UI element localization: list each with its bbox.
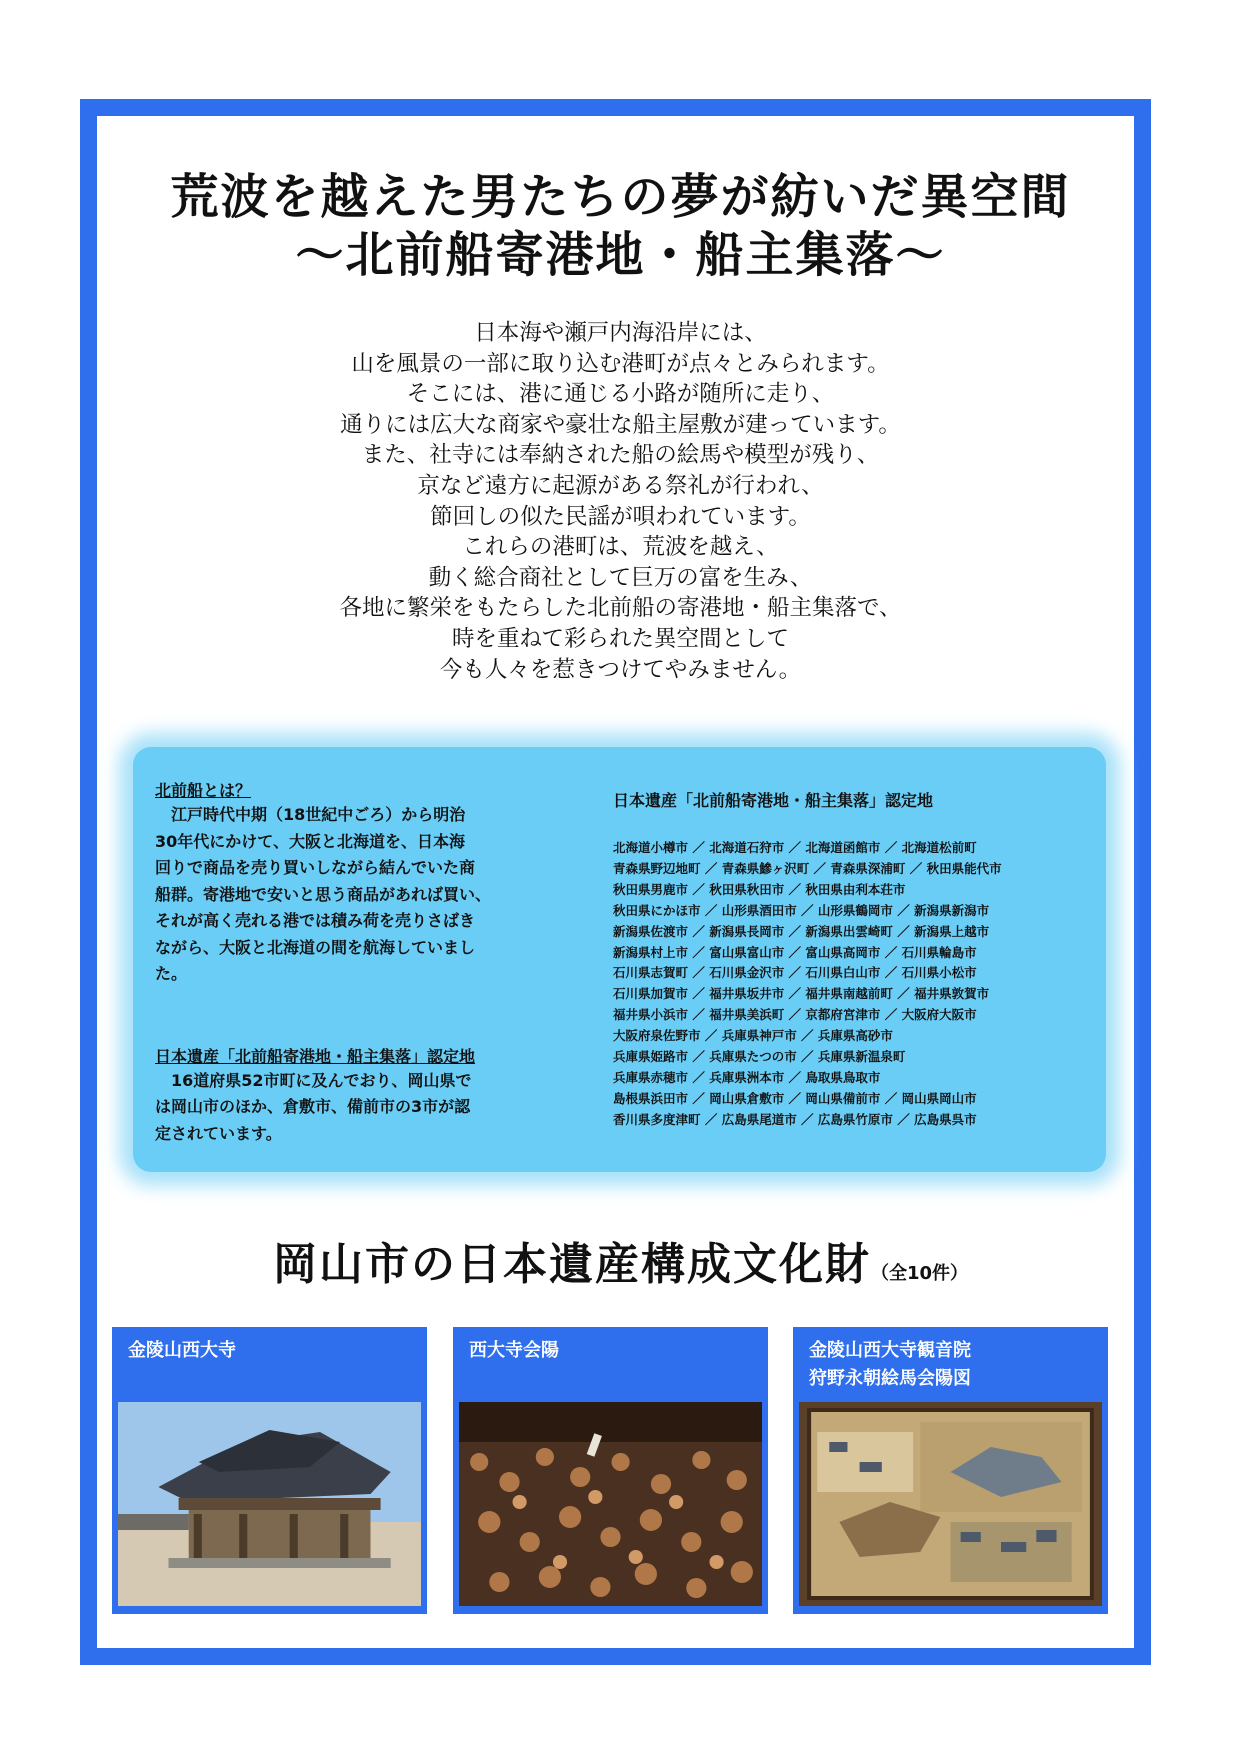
certified-list-row: 青森県野辺地町 ／ 青森県鰺ヶ沢町 ／ 青森県深浦町 ／ 秋田県能代市 <box>613 860 1002 876</box>
certified-list-row: 石川県加賀市 ／ 福井県坂井市 ／ 福井県南越前町 ／ 福井県敦賀市 <box>613 986 990 1002</box>
certified-line: 16道府県52市町に及んでおり、岡山県で <box>155 1070 472 1090</box>
intro-text <box>0 318 1241 685</box>
section-count: （全10件） <box>870 1263 969 1284</box>
intro-line: 動く総合商社として巨万の富を生み、 <box>428 564 813 591</box>
kitamae-line: 江戸時代中期（18世紀中ごろ）から明治 <box>155 805 466 824</box>
certified-line: 定されています。 <box>155 1123 282 1143</box>
intro-line: 今も人々を惹きつけてやみません。 <box>439 656 802 683</box>
kitamae-line: 回りで商品を売り買いしながら結んでいた商 <box>155 858 476 877</box>
card-saidaiji-eyo <box>453 1327 768 1614</box>
kitamae-line: ながら、大阪と北海道の間を航海していまし <box>155 937 476 957</box>
section-title <box>0 1228 1241 1292</box>
certified-list-row: 兵庫県姫路市 ／ 兵庫県たつの市 ／ 兵庫県新温泉町 <box>613 1049 906 1065</box>
section-title-text: 岡山市の日本遺産構成文化財 <box>272 1239 871 1290</box>
certified-list-row: 島根県浜田市 ／ 岡山県倉敷市 ／ 岡山県備前市 ／ 岡山県岡山市 <box>613 1090 977 1106</box>
kitamae-heading: 北前船とは？ <box>155 781 252 800</box>
intro-line: 日本海や瀬戸内海沿岸には、 <box>474 320 767 346</box>
certified-list-row: 北海道小樽市 ／ 北海道石狩市 ／ 北海道函館市 ／ 北海道松前町 <box>613 840 977 855</box>
intro-line: そこには、港に通じる小路が随所に走り、 <box>406 381 835 408</box>
card-label: 金陵山西大寺 <box>128 1340 236 1361</box>
info-left-column <box>155 780 585 1147</box>
title-line-2: ～北前船寄港地・船主集落～ <box>295 227 946 283</box>
certified-heading: 日本遺産「北前船寄港地・船主集落」認定地 <box>155 1046 476 1066</box>
kitamae-line: た。 <box>155 964 188 983</box>
kitamae-line: 30年代にかけて、大阪と北海道を、日本海 <box>155 831 465 851</box>
ema-painting-photo <box>799 1402 1102 1606</box>
intro-line: 時を重ねて彩られた異空間として <box>452 625 789 652</box>
certified-list-row: 秋田県にかほ市 ／ 山形県酒田市 ／ 山形県鶴岡市 ／ 新潟県新潟市 <box>613 902 990 918</box>
certified-list <box>613 788 1113 1131</box>
certified-line: は岡山市のほか、倉敷市、備前市の3市が認 <box>155 1097 471 1116</box>
certified-list-row: 秋田県男鹿市 ／ 秋田県秋田市 ／ 秋田県由利本荘市 <box>613 881 906 897</box>
certified-list-row: 新潟県村上市 ／ 富山県富山市 ／ 富山県高岡市 ／ 石川県輪島市 <box>613 944 977 960</box>
certified-list-row: 福井県小浜市 ／ 福井県美浜町 ／ 京都府宮津市 ／ 大阪府大阪市 <box>613 1007 977 1023</box>
certified-list-row: 新潟県佐渡市 ／ 新潟県長岡市 ／ 新潟県出雲崎町 ／ 新潟県上越市 <box>613 923 990 939</box>
card-label: 金陵山西大寺観音院 <box>809 1340 971 1361</box>
certified-list-row: 石川県志賀町 ／ 石川県金沢市 ／ 石川県白山市 ／ 石川県小松市 <box>613 965 977 981</box>
temple-photo <box>118 1402 421 1606</box>
kitamae-line: 船群。寄港地で安いと思う商品があれば買い、 <box>155 884 492 904</box>
card-label: 西大寺会陽 <box>469 1340 559 1361</box>
certified-list-row: 大阪府泉佐野市 ／ 兵庫県神戸市 ／ 兵庫県高砂市 <box>613 1028 893 1044</box>
kitamae-line: それが高く売れる港では積み荷を売りさばき <box>155 911 476 930</box>
card-ema-painting <box>793 1327 1108 1614</box>
intro-line: 通りには広大な商家や豪壮な船主屋敷が建っています。 <box>340 411 901 438</box>
intro-line: これらの港町は、荒波を越え、 <box>462 534 779 561</box>
intro-line: 京など遠方に起源がある祭礼が行われ、 <box>417 472 824 499</box>
intro-line: 節回しの似た民謡が唄われています。 <box>430 503 811 530</box>
certified-list-row: 香川県多度津町 ／ 広島県尾道市 ／ 広島県竹原市 ／ 広島県呉市 <box>613 1111 977 1127</box>
title-line-1: 荒波を越えた男たちの夢が紡いだ異空間 <box>170 169 1071 225</box>
certified-list-row: 兵庫県赤穂市 ／ 兵庫県洲本市 ／ 鳥取県鳥取市 <box>613 1069 881 1085</box>
intro-line: 各地に繁栄をもたらした北前船の寄港地・船主集落で、 <box>339 595 902 622</box>
intro-line: 山を風景の一部に取り込む港町が点々とみられます。 <box>351 350 890 377</box>
intro-line: また、社寺には奉納された船の絵馬や模型が残り、 <box>361 442 880 469</box>
card-saidaiji-temple <box>112 1327 427 1614</box>
card-label: 狩野永朝絵馬会陽図 <box>809 1368 971 1389</box>
certified-list-title: 日本遺産「北前船寄港地・船主集落」認定地 <box>613 791 934 810</box>
festival-photo <box>459 1402 762 1606</box>
